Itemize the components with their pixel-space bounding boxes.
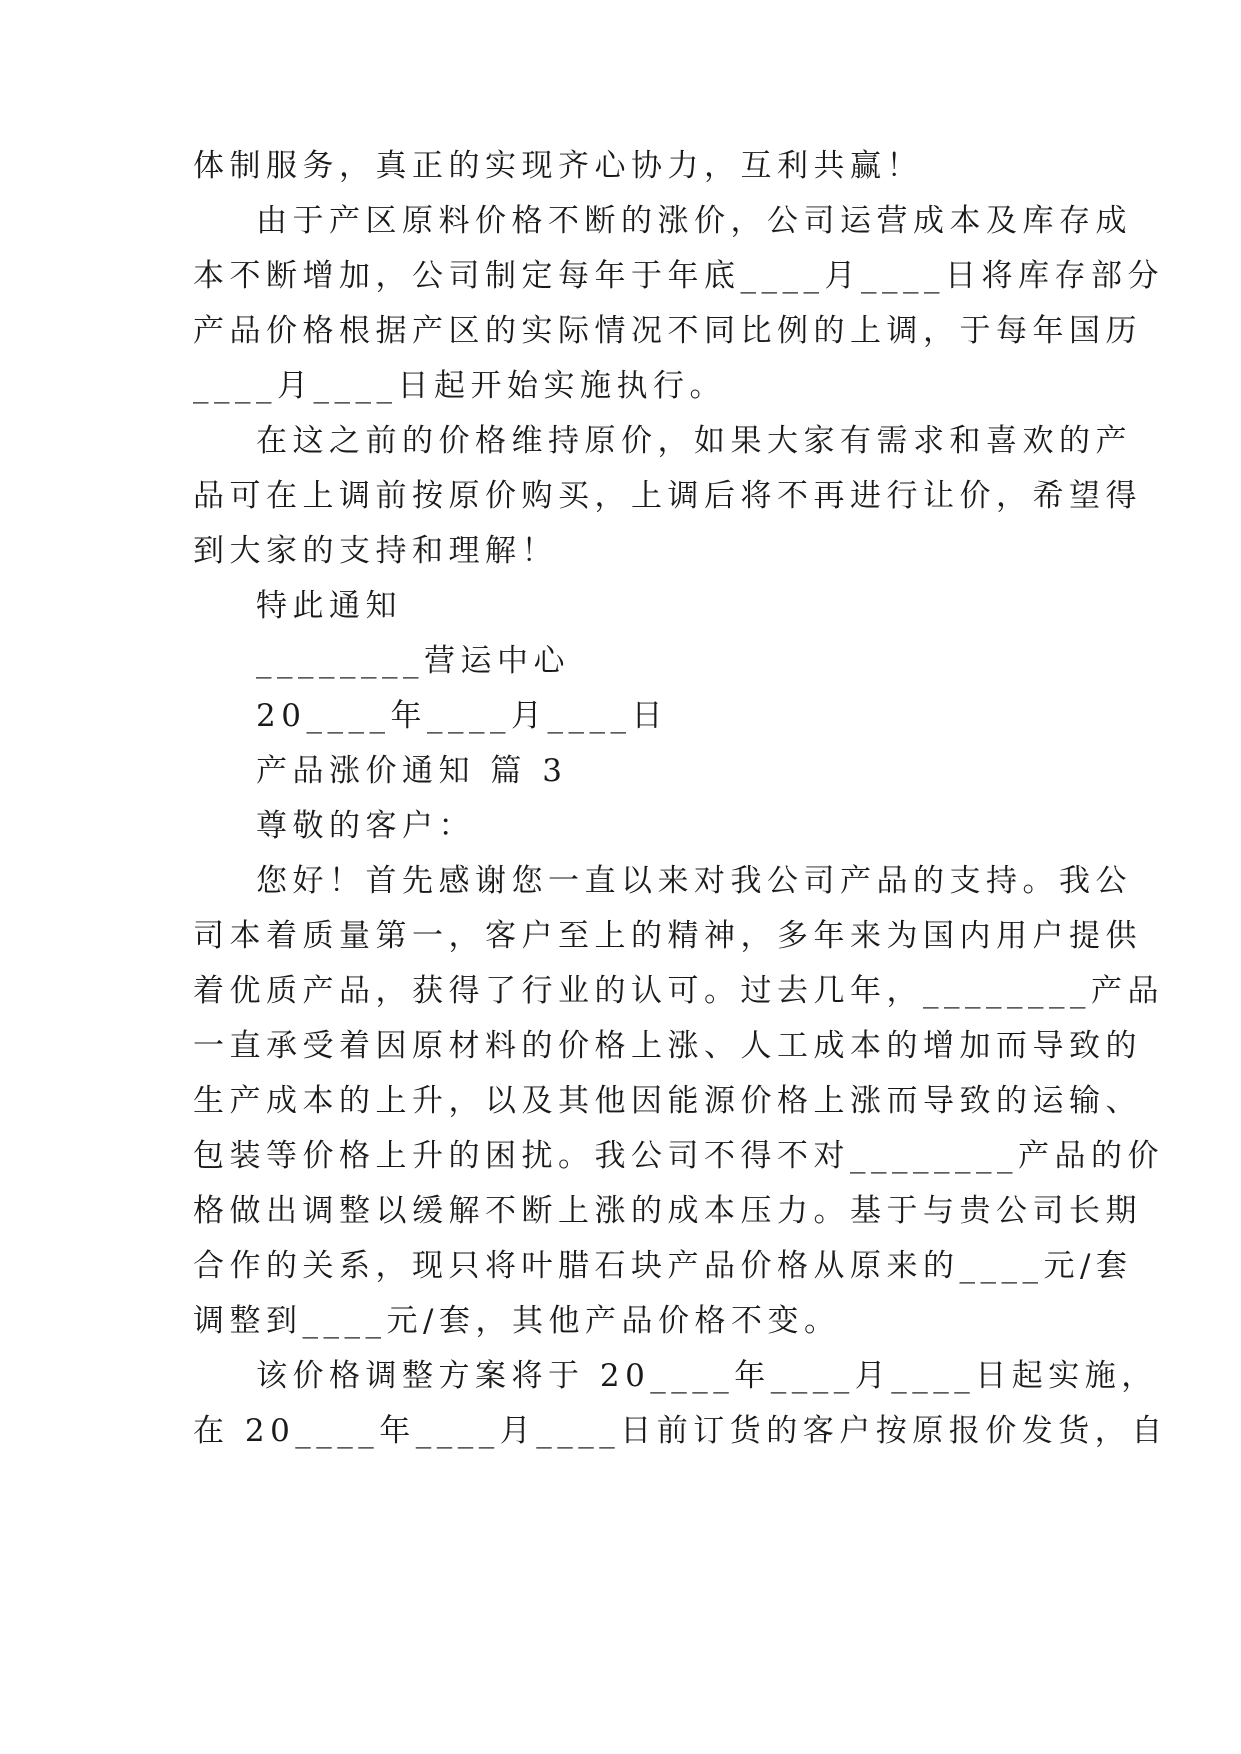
text-line: 到大家的支持和理解！	[193, 533, 558, 569]
text-line: 生产成本的上升，以及其他因能源价格上涨而导致的运输、	[193, 1083, 1142, 1119]
text-line: 本不断增加，公司制定每年于年底____月____日将库存部分	[193, 258, 1164, 294]
signature-org: ________营运中心	[256, 643, 570, 679]
text-line: 调整到____元/套，其他产品价格不变。	[193, 1303, 841, 1339]
paragraph-line: 在这之前的价格维持原价，如果大家有需求和喜欢的产	[256, 423, 1132, 459]
text-line: 品可在上调前按原价购买，上调后将不再进行让价，希望得	[193, 478, 1142, 514]
text-line: 格做出调整以缓解不断上涨的成本压力。基于与贵公司长期	[193, 1193, 1142, 1229]
text-line: 体制服务，真正的实现齐心协力，互利共赢！	[193, 148, 923, 184]
paragraph-line: 该价格调整方案将于 20____年____月____日起实施，	[256, 1358, 1158, 1394]
text-line: 在 20____年____月____日前订货的客户按原报价发货，自	[193, 1413, 1168, 1449]
section-title: 产品涨价通知 篇 3	[256, 753, 568, 789]
text-line: 产品价格根据产区的实际情况不同比例的上调，于每年国历	[193, 313, 1142, 349]
paragraph-line: 由于产区原料价格不断的涨价，公司运营成本及库存成	[256, 203, 1132, 239]
text-line: ____月____日起开始实施执行。	[193, 368, 726, 404]
text-line: 一直承受着因原材料的价格上涨、人工成本的增加而导致的	[193, 1028, 1142, 1064]
text-line: 包装等价格上升的困扰。我公司不得不对________产品的价	[193, 1138, 1164, 1174]
text-line: 着优质产品，获得了行业的认可。过去几年，________产品	[193, 973, 1164, 1009]
notice-closing: 特此通知	[256, 588, 402, 624]
text-line: 合作的关系，现只将叶腊石块产品价格从原来的____元/套	[193, 1248, 1133, 1284]
paragraph-line: 您好！首先感谢您一直以来对我公司产品的支持。我公	[256, 863, 1132, 899]
text-line: 司本着质量第一，客户至上的精神，多年来为国内用户提供	[193, 918, 1142, 954]
salutation: 尊敬的客户：	[256, 808, 475, 844]
signature-date: 20____年____月____日	[256, 698, 668, 734]
